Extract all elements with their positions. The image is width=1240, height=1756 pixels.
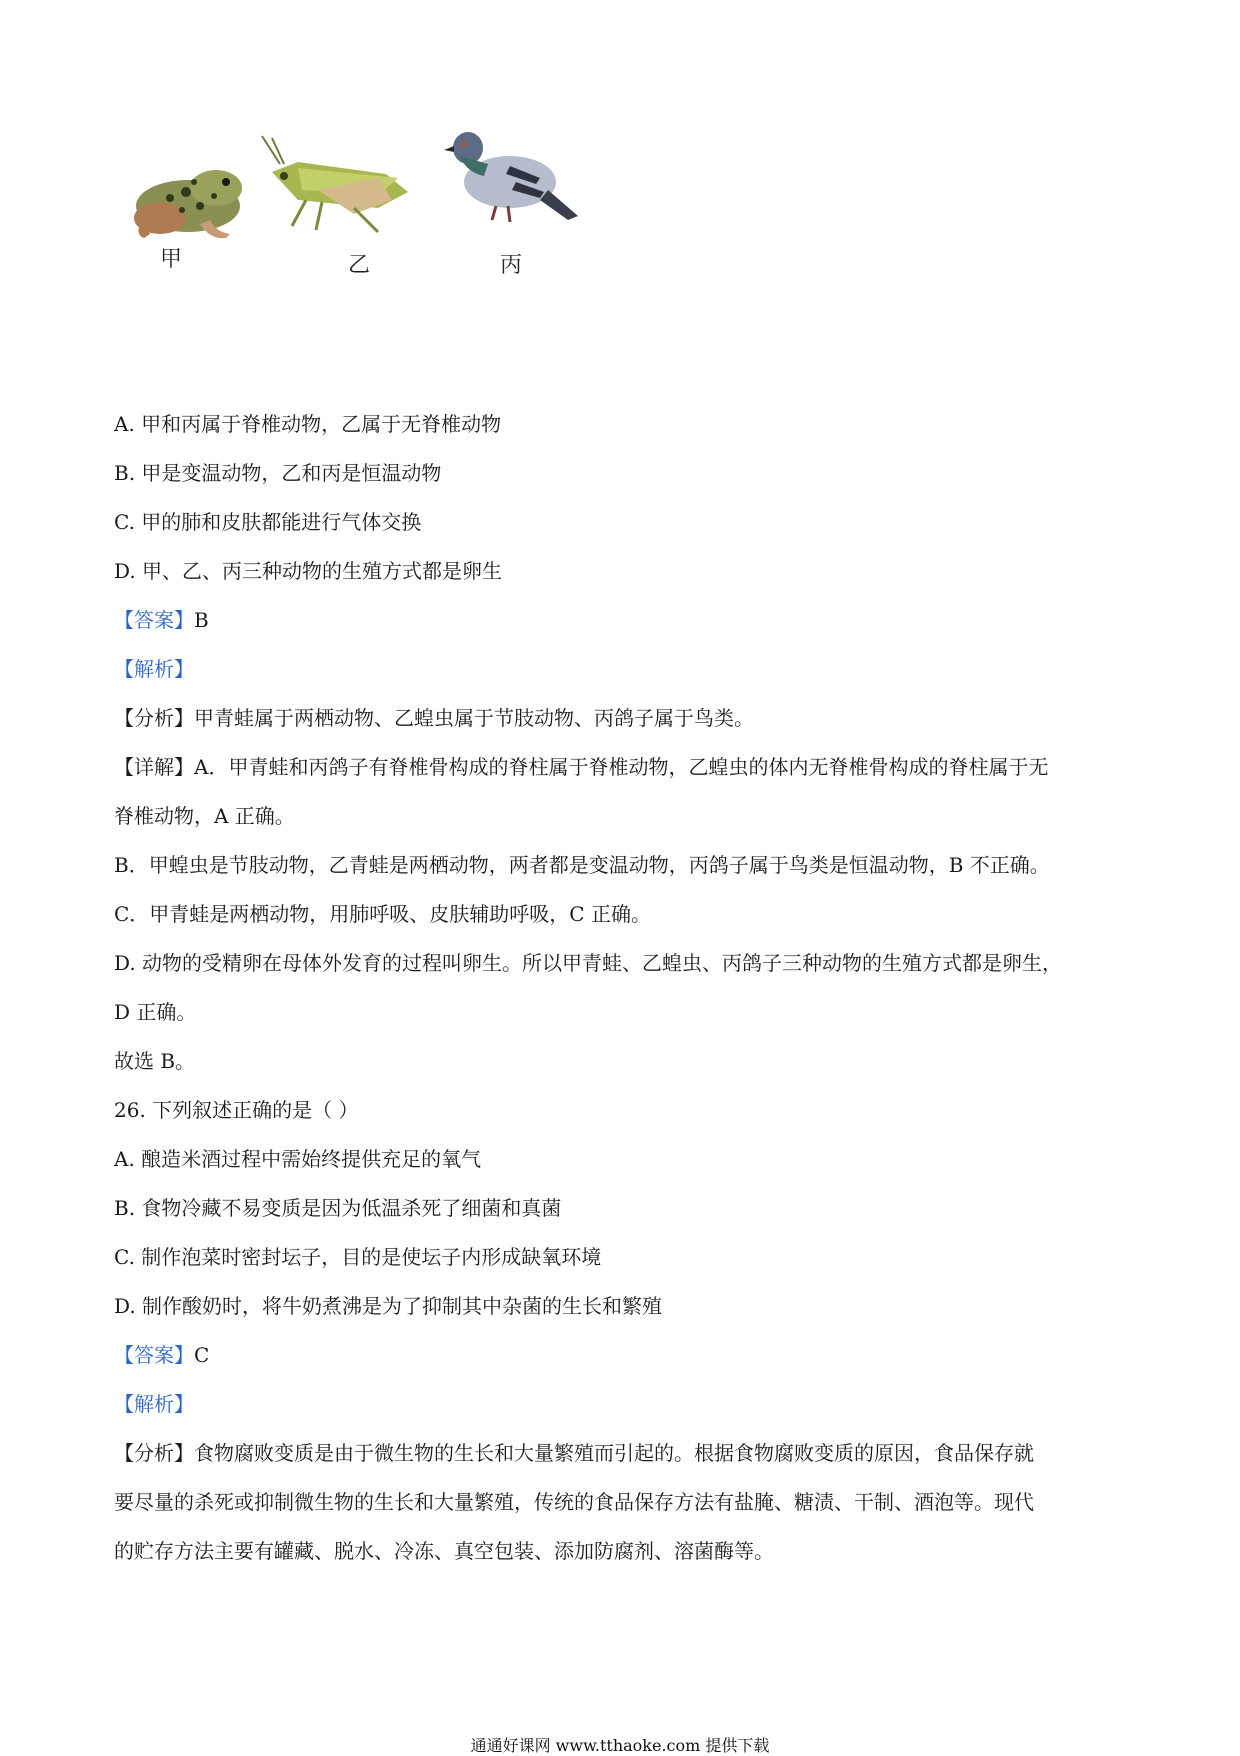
- q26-fenxi-line: 要尽量的杀死或抑制微生物的生长和大量繁殖，传统的食品保存方法有盐腌、糖渍、干制、酒泡等。现代: [114, 1490, 1034, 1514]
- caption-yi: 乙: [348, 253, 371, 278]
- frog-image: [130, 148, 248, 244]
- answer-label: 【答案】: [114, 608, 194, 632]
- q25-option-a: A. 甲和丙属于脊椎动物，乙属于无脊椎动物: [114, 412, 502, 436]
- grasshopper-image: [258, 134, 418, 238]
- q25-detail-line: D. 动物的受精卵在母体外发育的过程叫卵生。所以甲青蛙、乙蝗虫、丙鸽子三种动物的生殖方式都是卵生，: [114, 951, 1063, 975]
- caption-bing: 丙: [500, 253, 523, 278]
- q26-fenxi-line: 的贮存方法主要有罐藏、脱水、冷冻、真空包装、添加防腐剂、溶菌酶等。: [114, 1539, 774, 1563]
- q26-option-d: D. 制作酸奶时，将牛奶煮沸是为了抑制其中杂菌的生长和繁殖: [114, 1294, 663, 1318]
- answer-label: 【答案】: [114, 1343, 194, 1367]
- q26-stem: 26. 下列叙述正确的是（ ）: [114, 1098, 359, 1122]
- q25-fenxi: 【分析】甲青蛙属于两栖动物、乙蝗虫属于节肢动物、丙鸽子属于鸟类。: [114, 706, 754, 730]
- answer-value: C: [194, 1343, 210, 1367]
- caption-jia: 甲: [160, 247, 183, 272]
- q25-detail-line: C．甲青蛙是两栖动物，用肺呼吸、皮肤辅助呼吸，C 正确。: [114, 902, 651, 926]
- q25-option-b: B. 甲是变温动物，乙和丙是恒温动物: [114, 461, 442, 485]
- q25-option-d: D. 甲、乙、丙三种动物的生殖方式都是卵生: [114, 559, 503, 583]
- q25-detail-line: D 正确。: [114, 1000, 197, 1024]
- pigeon-image: [440, 120, 580, 230]
- q26-option-c: C. 制作泡菜时密封坛子，目的是使坛子内形成缺氧环境: [114, 1245, 602, 1269]
- q25-detail-line: B．甲蝗虫是节肢动物，乙青蛙是两栖动物，两者都是变温动物，丙鸽子属于鸟类是恒温动物，B 不正确。: [114, 853, 1050, 877]
- question-text: [114, 412, 1134, 1588]
- q25-analysis-label: 【解析】: [114, 657, 194, 681]
- q25-answer: [114, 608, 1134, 632]
- q26-fenxi: 【分析】食物腐败变质是由于微生物的生长和大量繁殖而引起的。根据食物腐败变质的原因，食品保存就: [114, 1441, 1034, 1465]
- animal-figure: [130, 120, 690, 320]
- q26-option-a: A. 酿造米酒过程中需始终提供充足的氧气: [114, 1147, 482, 1171]
- q26-option-b: B. 食物冷藏不易变质是因为低温杀死了细菌和真菌: [114, 1196, 562, 1220]
- answer-value: B: [194, 608, 209, 632]
- footer-source: 通通好课网 www.tthaoke.com 提供下载: [470, 1736, 770, 1755]
- q25-detail-line: 【详解】A．甲青蛙和丙鸽子有脊椎骨构成的脊柱属于脊椎动物，乙蝗虫的体内无脊椎骨构成的脊柱属于无: [114, 755, 1049, 779]
- q26-analysis-label: 【解析】: [114, 1392, 194, 1416]
- q25-conclusion: 故选 B。: [114, 1049, 196, 1073]
- q25-detail-line: 脊椎动物，A 正确。: [114, 804, 295, 828]
- q25-option-c: C. 甲的肺和皮肤都能进行气体交换: [114, 510, 422, 534]
- q26-answer: [114, 1343, 1134, 1367]
